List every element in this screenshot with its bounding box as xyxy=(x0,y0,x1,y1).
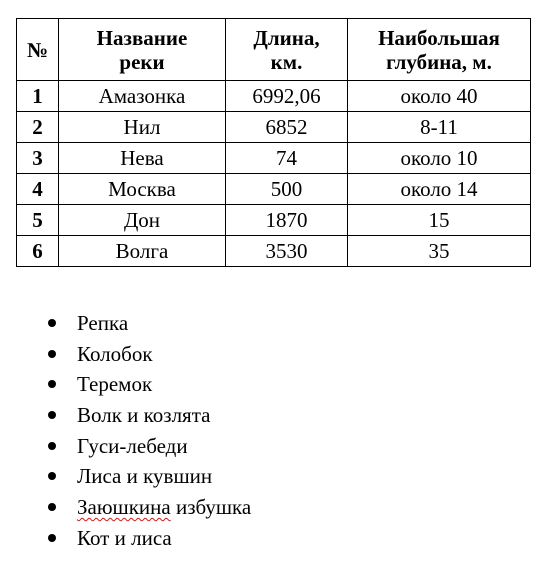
table-row xyxy=(17,81,531,112)
bullet-icon xyxy=(48,411,56,419)
header-depth: Наибольшая глубина, м. xyxy=(348,19,531,81)
table-row xyxy=(17,143,531,174)
header-num: № xyxy=(17,19,59,81)
cell-depth: около 14 xyxy=(348,174,531,205)
cell-num: 4 xyxy=(17,174,59,205)
cell-river-name: Дон xyxy=(59,205,226,236)
cell-num: 1 xyxy=(17,81,59,112)
table-row xyxy=(17,112,531,143)
rivers-table xyxy=(16,18,531,267)
cell-river-name: Волга xyxy=(59,236,226,267)
table-row xyxy=(17,205,531,236)
cell-depth: 35 xyxy=(348,236,531,267)
list-item-label: Кот и лиса xyxy=(77,525,172,550)
cell-river-name: Нил xyxy=(59,112,226,143)
cell-num: 6 xyxy=(17,236,59,267)
list-item-label: Гуси-лебеди xyxy=(77,433,188,458)
list-item-label: Волк и козлята xyxy=(77,403,211,428)
cell-length: 500 xyxy=(226,174,348,205)
list-item-label: Лиса и кувшин xyxy=(77,464,213,489)
header-river-name: Название реки xyxy=(59,19,226,81)
list-item-label: Теремок xyxy=(77,372,153,397)
cell-depth: 8-11 xyxy=(348,112,531,143)
cell-length: 6852 xyxy=(226,112,348,143)
cell-num: 2 xyxy=(17,112,59,143)
table-header-row xyxy=(17,19,531,81)
cell-depth: около 40 xyxy=(348,81,531,112)
cell-river-name: Нева xyxy=(59,143,226,174)
list-item-label: Репка xyxy=(77,311,129,335)
bullet-icon xyxy=(48,503,56,511)
cell-length: 74 xyxy=(226,143,348,174)
bullet-icon xyxy=(48,319,56,327)
bullet-icon xyxy=(48,534,56,542)
header-length: Длина, км. xyxy=(226,19,348,81)
bullet-icon xyxy=(48,442,56,450)
table-row xyxy=(17,174,531,205)
bullet-icon xyxy=(48,380,56,388)
table-row xyxy=(17,236,531,267)
spellcheck-flagged-word[interactable]: Заюшкина xyxy=(77,495,171,520)
bullet-icon xyxy=(48,472,56,480)
cell-num: 5 xyxy=(17,205,59,236)
cell-river-name: Амазонка xyxy=(59,81,226,112)
cell-depth: около 10 xyxy=(348,143,531,174)
cell-length: 3530 xyxy=(226,236,348,267)
cell-length: 6992,06 xyxy=(226,81,348,112)
list-item-label: Колобок xyxy=(77,341,153,366)
list-item-label: Заюшкина избушка xyxy=(77,495,252,520)
cell-river-name: Москва xyxy=(59,174,226,205)
cell-depth: 15 xyxy=(348,205,531,236)
cell-length: 1870 xyxy=(226,205,348,236)
bullet-icon xyxy=(48,350,56,358)
cell-num: 3 xyxy=(17,143,59,174)
